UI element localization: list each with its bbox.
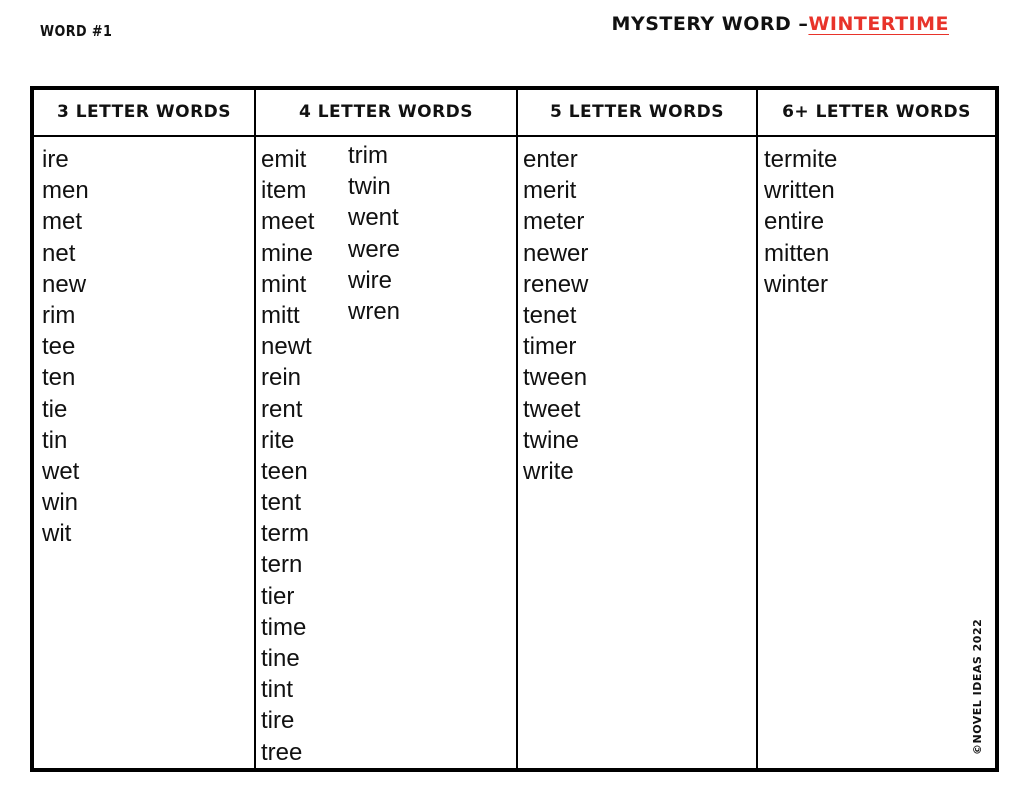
list-item: written	[764, 177, 835, 205]
column-divider	[516, 90, 518, 768]
list-item: timer	[523, 333, 577, 361]
list-5-letter-words	[523, 144, 588, 487]
header-6-plus-letter-words: 6+ LETTER WORDS	[782, 102, 971, 122]
list-item: tine	[261, 645, 300, 672]
copyright-notice: ©NOVEL IDEAS 2022	[971, 618, 984, 755]
mystery-word-heading	[612, 13, 949, 35]
list-item: tween	[523, 364, 588, 392]
list-item: rent	[261, 395, 303, 423]
list-4-letter-words	[261, 144, 314, 768]
list-item: twine	[523, 426, 580, 454]
list-item: tier	[261, 582, 295, 610]
list-item: tent	[261, 489, 302, 517]
table-header-row	[34, 90, 995, 137]
list-item: rim	[42, 301, 76, 329]
list-item: write	[523, 457, 574, 485]
mystery-word-answer: WINTERTIME	[808, 13, 949, 35]
list-item: mine	[261, 239, 314, 267]
list-item: mitt	[261, 301, 300, 329]
header-4-letter-words: 4 LETTER WORDS	[298, 102, 474, 122]
list-item: new	[42, 270, 87, 298]
list-item: tweet	[523, 395, 581, 423]
list-item: item	[261, 177, 307, 205]
list-item: ten	[42, 364, 76, 392]
column-divider	[756, 90, 758, 768]
list-item: mitten	[764, 239, 830, 267]
list-item: renew	[523, 270, 589, 298]
list-item: time	[261, 613, 307, 641]
list-item: men	[42, 177, 89, 205]
list-item: were	[348, 235, 401, 263]
list-item: enter	[523, 146, 578, 173]
column-divider	[254, 90, 256, 768]
list-item: wren	[348, 297, 401, 325]
list-item: went	[348, 204, 399, 232]
list-item: tern	[261, 551, 303, 579]
list-item: tire	[261, 707, 295, 735]
list-item: emit	[261, 146, 307, 173]
list-item: wet	[42, 457, 80, 485]
list-item: term	[261, 520, 309, 548]
list-item: trim	[348, 142, 388, 169]
list-item: wire	[348, 266, 393, 294]
list-item: tee	[42, 333, 76, 361]
word-table	[30, 86, 999, 772]
list-item: tree	[261, 738, 303, 766]
list-6-plus-letter-words	[764, 144, 837, 300]
header-3-letter-words: 3 LETTER WORDS	[56, 102, 232, 122]
list-item: entire	[764, 208, 825, 236]
list-item: tenet	[523, 301, 577, 329]
list-item: meet	[261, 208, 315, 236]
list-item: wit	[42, 520, 72, 548]
word-number-label: WORD #1	[40, 22, 113, 40]
list-item: twin	[348, 173, 391, 201]
list-item: tie	[42, 395, 68, 423]
list-item: tin	[42, 426, 68, 454]
list-item: win	[42, 489, 79, 517]
list-item: met	[42, 208, 83, 236]
list-item: rein	[261, 364, 302, 392]
mystery-word-label: MYSTERY WORD –	[611, 13, 809, 35]
list-item: newer	[523, 239, 589, 267]
list-3-letter-words	[42, 144, 89, 549]
list-4-letter-words-continued	[348, 140, 400, 327]
list-item: termite	[764, 146, 838, 173]
list-item: tint	[261, 676, 294, 704]
header-5-letter-words: 5 LETTER WORDS	[549, 102, 725, 122]
list-item: ire	[42, 146, 69, 173]
list-item: rite	[261, 426, 295, 454]
list-item: winter	[764, 270, 829, 298]
list-item: net	[42, 239, 76, 267]
list-item: teen	[261, 457, 308, 485]
list-item: meter	[523, 208, 585, 236]
list-item: newt	[261, 333, 312, 361]
list-item: mint	[261, 270, 307, 298]
list-item: merit	[523, 177, 577, 205]
